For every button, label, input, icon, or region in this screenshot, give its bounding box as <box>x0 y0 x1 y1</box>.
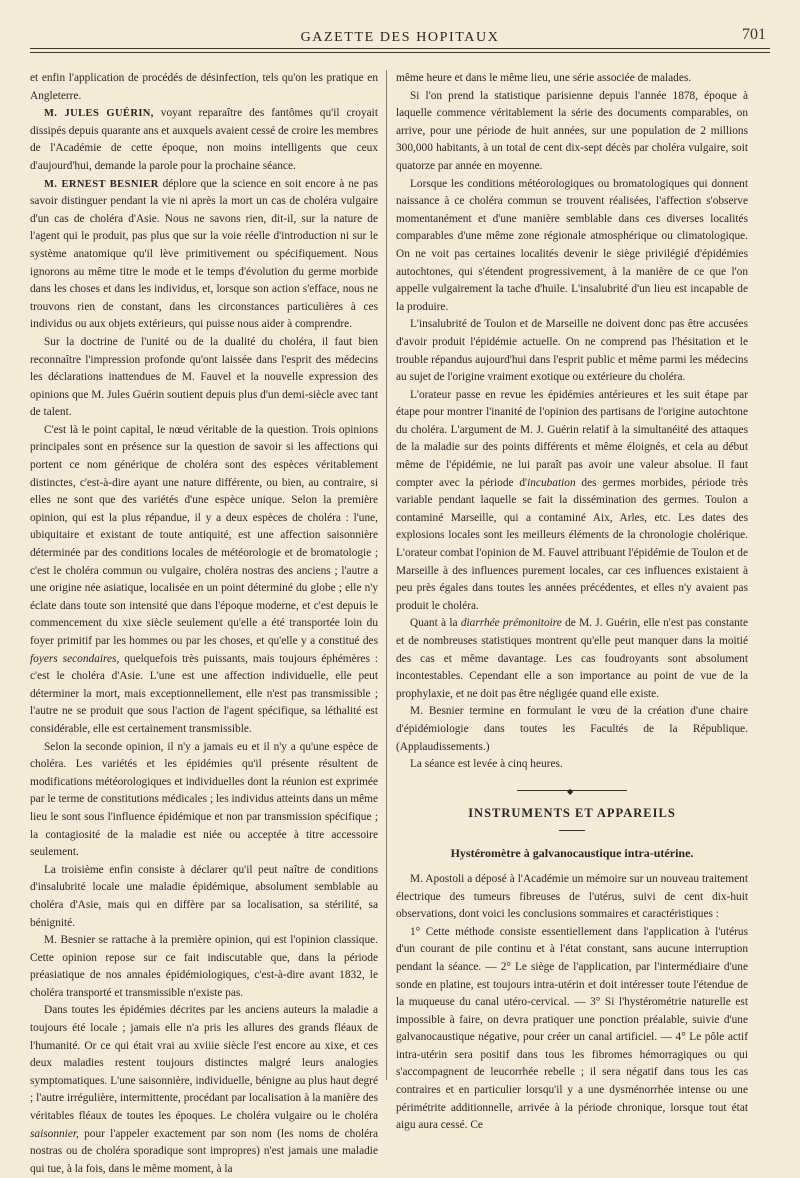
paragraph-text: M. Apostoli a déposé à l'Académie un mémoire sur un nouveau traitement électrique des tumeurs fibreuses de l'utérus, suivi de cent dix-huit observations, dont voici les conclusions sommaires et caractéristiques : <box>396 872 748 921</box>
paragraph-text: L'orateur passe en revue les épidémies antérieures et les suit étape par étape pour montrer l'inanité de l'opinion des partisans de l'origine autochtone du choléra. L'argument de M. J. Guérin relatif à la simultanéité des attaques de la maladie sur des points différents et même éloignés, et cela au début même de l'épidémie, ne lui paraît pas avoir une valeur absolue. Il faut compter avec la période d' <box>396 388 748 489</box>
paragraph-text: 1° Cette méthode consiste essentiellement dans l'application à l'utérus d'un courant de pile continu et à l'état constant, sans aucune interruption pendant la séance. — 2° Le siège de l'application, par l'intermédiaire d'une sonde en platine, est toujours intra-utérin et doit intéresser toute l'étendue de la muqueuse du canal utéro-cervical. — 3° Si l'hystérométrie naturelle est impossible à faire, on devra pratiquer une ponction préalable, suivie d'une galvanocaustique négative, pour créer un canal artificiel. — 4° Le pôle actif intra-utérin sera positif dans tous les fibromes hémorragiques ou qui s'accompagnent de leucorrhée rebelle ; il sera négatif dans tous les cas contraires et en particulier lorsqu'il y a une dysménorrhée intense ou une périmétrite additionnelle, arrivée à la période chronique, lorsque tout état aigu aura cessé. Ce <box>396 925 748 1132</box>
paragraph-text: Quant à la <box>410 617 461 630</box>
emphasis: diarrhée prémonitoire <box>460 617 562 630</box>
paragraph-text: La séance est levée à cinq heures. <box>410 758 563 771</box>
paragraph-text: C'est là le point capital, le nœud véritable de la question. Trois opinions principales sont en présence sur la question de savoir si les affections qui portent ce nom générique de choléra sont des espèces véritablement distinctes, c'est-à-dire ayant une nature différente, ou bien, au contraire, si elles ne sont que des variétés d'une espèce unique. Selon la première opinion, qui est la plus répandue, il y a deux espèces de choléra : l'une, ubiquitaire et existant de toute antiquité, est une affection saisonnière déterminée par des conditions locales de météorologie et de bromatologie ; c'est le choléra commun ou vulgaire, choléra nostras des anciens ; l'autre a une origine née asiatique, localisée en un point déterminé du globe ; elle n'y éclate dans toute son intensité que dans l'époque moderne, et c'est depuis le commencement du xixe siècle seulement qu'elle a été transportée loin du foyer primitif par les hommes ou par les choses, et qu'elle y a constitué des <box>30 423 378 647</box>
paragraph-text: Lorsque les conditions météorologiques ou bromatologiques qui donnent naissance à ce choléra commun se trouvent réalisées, l'affection s'observe momentanément et d'une manière semblable dans ces diverses localités comparables d'une même zone régionale atmosphérique ou climatologique. On ne voit pas certaines localités devenir le siège privilégié d'épidémies autochtones, qui s'étendent progressivement, à la manière de ce que l'on appelle vulgairement la tache d'huile. L'insalubrité d'un lieu est incapable de la produire. <box>396 177 748 313</box>
paragraph-text: Selon la seconde opinion, il n'y a jamais eu et il n'y a qu'une espèce de choléra. Les variétés et les épidémies qu'il présente résultent de modifications météorologiques et individuelles dont la réunion est exprimée par le terme de constitutions médicales ; les individus atteints dans un même lieu le sont sous l'influence épidémique et non par transmission spécifique ; la contagiosité de la maladie est niée ou acceptée à titre accessoire seulement. <box>30 740 378 859</box>
paragraph <box>396 316 748 386</box>
paragraph <box>30 70 378 105</box>
paragraph <box>396 756 748 774</box>
paragraph <box>396 387 748 616</box>
paragraph <box>30 739 378 862</box>
paragraph <box>30 105 378 175</box>
ornamental-rule <box>517 790 627 791</box>
paragraph-text: pour l'appeler exactement par son nom (les noms de choléra nostras ou de choléra sporadique sont impropres) n'est jamais une maladie qui tue, à la fois, dans le même moment, à la <box>30 1127 378 1175</box>
emphasis: incubation <box>527 476 576 489</box>
paragraph <box>30 932 378 1002</box>
short-rule <box>559 830 585 831</box>
paragraph <box>30 422 378 739</box>
paragraph-text: et enfin l'application de procédés de désinfection, tels qu'on les pratique en Angleterre. <box>30 72 378 102</box>
page-header <box>30 24 770 48</box>
paragraph <box>396 70 748 88</box>
paragraph-text: voyant reparaître des fantômes qu'il croyait dissipés depuis quarante ans et auxquels avaient cessé de croire les membres de l'Académie de cette époque, non moins intelligents que ceux d'aujourd'hui, demande la parole pour la prochaine séance. <box>30 107 378 172</box>
paragraph-text: M. Besnier se rattache à la première opinion, qui est l'opinion classique. Cette opinion repose sur ce fait indiscutable que, dans la période préasiatique de nos annales épidémiologiques, c'est-à-dire avant 1832, le choléra transporté et transmissible n'existe pas. <box>30 934 378 999</box>
article-title: Hystéromètre à galvanocaustique intra-utérine. <box>450 846 694 861</box>
emphasis: foyers secondaires, <box>30 652 120 665</box>
right-column <box>396 70 748 1132</box>
paragraph <box>396 88 748 176</box>
header-rule-thin <box>30 52 770 53</box>
paragraph <box>30 334 378 422</box>
paragraph <box>396 176 748 317</box>
paragraph <box>396 615 748 703</box>
emphasis: saisonnier, <box>30 1127 79 1140</box>
journal-title: GAZETTE DES HOPITAUX <box>300 30 500 45</box>
paragraph-text: même heure et dans le même lieu, une série associée de malades. <box>396 72 692 84</box>
section-heading: INSTRUMENTS ET APPAREILS <box>468 805 676 820</box>
paragraph-text: de M. J. Guérin, elle n'est pas constante et de nombreuses statistiques montrent qu'elle peut manquer dans la moitié des cas et même davantage. Les cas foudroyants sont absolument incontestables. Cependant elle a son importance au point de vue de la prophylaxie, et ne doit pas être négligée quand elle existe. <box>396 617 748 700</box>
paragraph-text: M. Besnier termine en formulant le vœu de la création d'une chaire d'épidémiologie dans toutes les Facultés de la République. (Applaudissements.) <box>396 705 748 753</box>
paragraph <box>396 871 748 924</box>
paragraph-text: L'insalubrité de Toulon et de Marseille ne doivent donc pas être accusées d'avoir produit l'épidémie actuelle. On ne comprend pas l'hésitation et le trouble répandus aujourd'hui dans l'esprit public et même parmi les médecins au sujet de l'origine vraiment exotique ou extérieure du choléra. <box>396 318 748 384</box>
speaker-name: M. JULES GUÉRIN, <box>44 108 154 120</box>
paragraph <box>30 1002 378 1178</box>
column-separator <box>386 70 387 1080</box>
paragraph <box>30 862 378 932</box>
paragraph-text: Si l'on prend la statistique parisienne depuis l'année 1878, époque à laquelle commence véritablement la série des documents comparables, on arrive, pour une période de huit années, sur une population de 2 millions 300,000 habitants, à un total de cent dix-sept décès par choléra vulgaire, soit quatorze par année en moyenne. <box>396 89 748 172</box>
header-rule <box>30 48 770 49</box>
left-column <box>30 70 378 1175</box>
paragraph <box>396 924 748 1135</box>
paragraph-text: Sur la doctrine de l'unité ou de la dualité du choléra, il faut bien reconnaître l'impression profonde qu'ont laissée dans l'esprit des médecins les déclarations inattendues de M. Fauvel et la nouvelle expression des opinions que M. Jules Guérin soutient depuis plus d'un demi-siècle avec tant de talent. <box>30 335 378 419</box>
page-number: 701 <box>742 26 766 43</box>
paragraph-text: déplore que la science en soit encore à ne pas savoir distinguer pendant la vie ni après la mort un cas de choléra vulgaire d'un cas de choléra d'Asie. Nous ne savons rien, dit-il, sur la nature de l'agent qui le produit, pas plus que sur la voie réelle d'introduction ni sur le système anatomique qu'il lève primitivement ou spécifiquement. Nous ignorons au même titre le mode et le temps d'évolution du germe morbide dans les choses et dans les individus, et, lorsque son action s'efface, nous ne trouvons rien de constant, dans les circonstances particulières à ces individus ou aux objets extérieurs, qui puisse nous aider à comprendre. <box>30 177 378 331</box>
paragraph-text: quelquefois très puissants, mais toujours éphémères : c'est le choléra d'Asie. L'une est une affection individuelle, elle peut déterminer la mort, mais exceptionnellement, elle n'est pas transmissible ; l'autre ne se produit que sous l'action de l'agent spécifique, sa léthalité est considérable, elle est certainement transmissible. <box>30 652 378 735</box>
paragraph <box>30 176 378 334</box>
paragraph <box>396 703 748 756</box>
paragraph-text: des germes morbides, période très variable pendant laquelle se fait la dissémination des germes. Toulon a contaminé Marseille, qui a contaminé Aix, Arles, etc. Les dates des explosions locales sont les meilleurs éléments de la chronologie cholérique. L'orateur combat l'opinion de M. Fauvel attribuant l'épidémie de Toulon et de Marseille à des influences purement locales, car ces influences existaient à peu près égales dans toutes les années précédentes, et elles n'y avaient pas produit le choléra. <box>396 476 748 612</box>
speaker-name: M. ERNEST BESNIER <box>44 178 159 190</box>
paragraph-text: La troisième enfin consiste à déclarer qu'il peut naître de conditions d'insalubrité locale une maladie épidémique, absolument semblable au choléra d'Asie, mais qui en diffère par sa localisation, sa stérilité, sa bénignité. <box>30 863 378 929</box>
paragraph-text: Dans toutes les épidémies décrites par les anciens auteurs la maladie a toujours été locale ; jamais elle n'a pris les allures des grands fléaux de l'humanité. Or ce qui était vrai au xviiie siècle l'est encore au xixe, et ces deux maladies restent toujours distinctes malgré leurs analogies symptomatiques. L'une saisonnière, individuelle, bénigne au plus haut degré ; l'autre irrégulière, intermittente, procédant par localisation à la manière des véritables fléaux de toutes les époques. Le choléra vulgaire ou le choléra <box>30 1004 378 1123</box>
